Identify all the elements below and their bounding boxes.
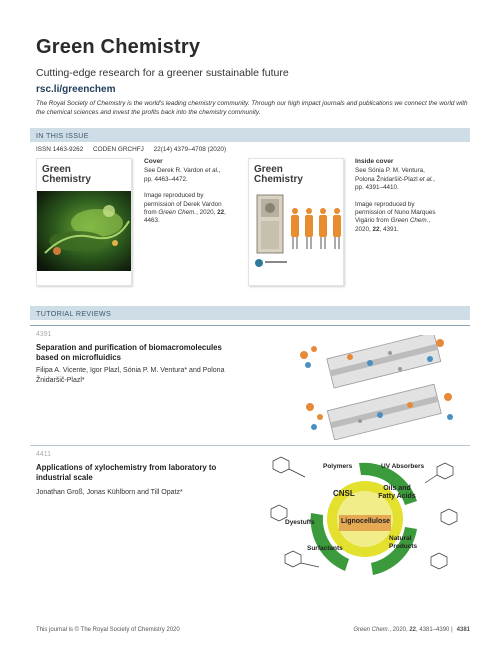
divider [30,325,470,326]
front-cover-image[interactable] [36,158,132,286]
coden: CODEN GRCHFJ [93,146,144,153]
article-authors: Jonathan Groß, Jonas Kühlborn and Till Opatz* [36,489,183,496]
volume-info: 22(14) 4379–4708 (2020) [153,146,227,153]
cover-pages: pp. 4463–4472. [144,175,188,183]
article-page-number: 4391 [36,331,52,338]
inside-cover-artwork [249,191,344,271]
front-cover-caption [144,158,232,226]
footer-citation: Green Chem., 2020, 22, 4381–4390 | 4381 [353,627,470,633]
cover-pages: pp. 4391–4410. [355,184,399,192]
graphic-label-oils: Oils and Fatty Acids [378,485,416,500]
issue-identifiers [36,146,234,153]
tutorial-reviews-label: TUTORIAL REVIEWS [36,309,112,318]
tutorial-reviews-bar [30,306,470,320]
article-title-link[interactable]: Separation and purification of biomacromolecules based on microfluidics [36,343,222,362]
graphic-label-lignocellulose: Lignocellulose [341,518,391,525]
journal-tagline: Cutting-edge research for a greener sustainable future [36,67,289,79]
inside-cover-caption [355,158,443,234]
cover-heading: Cover [144,158,163,165]
cover-credit: Image reproduced by permission of Derek Vardon from Green Chem., 2020, 22, 4463. [144,192,226,225]
issn: ISSN 1463-9262 [36,146,84,153]
cover-artwork [37,191,132,271]
cover-logo: Green Chemistry [254,164,303,185]
footer-copyright: This journal is © The Royal Society of Chemistry 2020 [36,627,180,633]
journal-title: Green Chemistry [36,36,201,58]
in-this-issue-bar [30,128,470,142]
graphic-label-surfactants: Surfactants [307,545,343,552]
divider [30,445,470,446]
cover-see-ref[interactable]: See Sónia P. M. Ventura, Polona Žnidaršič-Plazl et al., [355,167,435,183]
cover-logo: Green Chemistry [42,164,91,185]
article-graphic-microfluidics [290,335,460,440]
graphic-label-cnsl: CNSL [333,489,355,498]
cover-heading: Inside cover [355,158,394,165]
graphic-label-uv-absorbers: UV Absorbers [381,463,425,470]
article-page-number: 4411 [36,451,52,458]
inside-cover-image[interactable] [248,158,344,286]
cover-see-ref[interactable]: See Derek R. Vardon et al., [144,167,221,175]
article-title-link[interactable]: Applications of xylochemistry from laboratory to industrial scale [36,463,217,482]
cover-credit: Image reproduced by permission of Nuno Marques Vigário from Green Chem., 2020, 22, 4391. [355,200,436,233]
graphic-label-polymers: Polymers [323,463,353,470]
journal-intro: The Royal Society of Chemistry is the world's leading chemistry community. Through our high impact journals and publications we connect the world with the chemical sciences and invest the profits back into the chemistry community. [36,100,468,116]
article-authors: Filipa A. Vicente, Igor Plazl, Sónia P. M. Ventura* and Polona Žnidaršič-Plazl* [36,367,225,384]
graphic-label-natural-products: Natural Products [389,535,418,550]
in-this-issue-label: IN THIS ISSUE [36,131,89,140]
journal-url-link[interactable]: rsc.li/greenchem [36,84,116,95]
footer-page-number: 4381 [456,627,470,633]
graphic-label-dyestuffs: Dyestuffs [285,519,315,526]
article-graphic-xylochemistry [265,453,465,585]
